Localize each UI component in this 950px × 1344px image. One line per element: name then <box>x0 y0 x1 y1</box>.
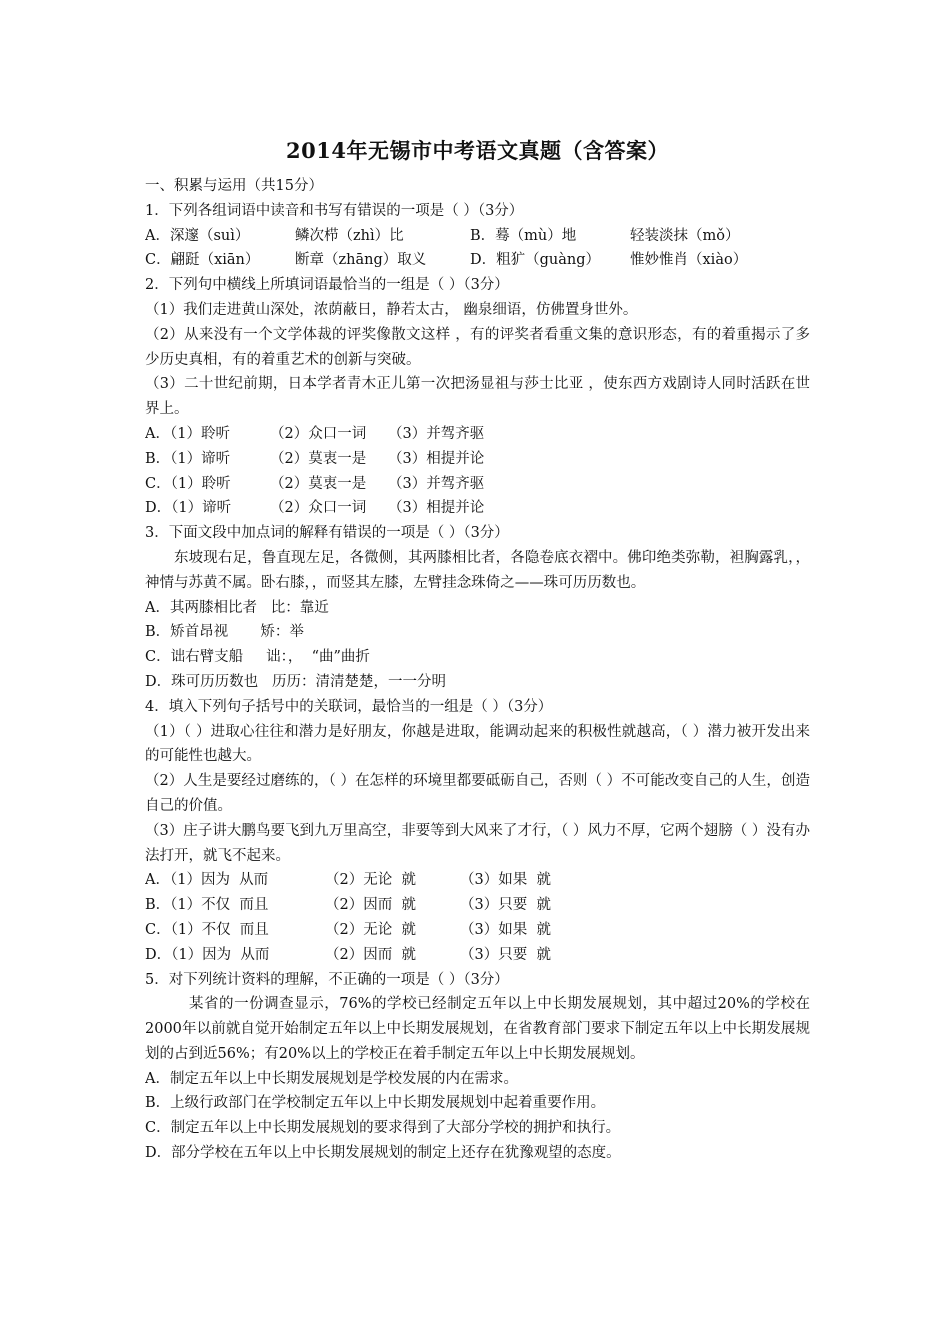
q4-option-a-part1: A．（1）因为 从而 <box>145 872 269 889</box>
q2-option-c <box>145 472 810 497</box>
q1-option-b-item1: B．蓦（mù）地 <box>470 227 577 244</box>
q4-option-a <box>145 868 810 893</box>
q4-option-c-part3: （3）如果 就 <box>460 921 551 938</box>
q2-option-b-part3: （3）相提并论 <box>388 450 485 467</box>
q2-option-d-part2: （2）众口一词 <box>270 500 367 517</box>
q3-option-b: B．矫首昂视 矫：举 <box>145 624 304 641</box>
question-2-sentence-2: （2）从来没有一个文学体裁的评奖像散文这样 ，有的评奖者看重文集的意识形态，有的着重揭示了多少历史真相，有的着重艺术的创新与突破。 <box>145 326 810 368</box>
q4-option-b <box>145 893 810 918</box>
q5-option-d: D．部分学校在五年以上中长期发展规划的制定上还存在犹豫观望的态度。 <box>145 1145 621 1162</box>
question-2-sentence-1: （1）我们走进黄山深处，浓荫蔽日，静若太古， 幽泉细语，仿佛置身世外。 <box>145 301 638 318</box>
q2-option-b <box>145 447 810 472</box>
question-3-stem: 3．下面文段中加点词的解释有错误的一项是（ ）（3分） <box>145 525 509 542</box>
question-4-sentence-3: （3）庄子讲大鹏鸟要飞到九万里高空，非要等到大风来了才行，（ ）风力不厚，它两个翅膀（ ）没有办法打开，就飞不起来。 <box>145 822 810 864</box>
q4-option-d-part3: （3）只要 就 <box>460 946 551 963</box>
q2-option-c-part3: （3）并驾齐驱 <box>388 475 485 492</box>
q4-option-d-part1: D．（1）因为 从而 <box>145 946 270 963</box>
q2-option-d-part3: （3）相提并论 <box>388 500 485 517</box>
q4-option-c <box>145 918 810 943</box>
q1-option-a-item2: 鳞次栉（zhì）比 <box>295 227 404 244</box>
q5-option-c: C．制定五年以上中长期发展规划的要求得到了大部分学校的拥护和执行。 <box>145 1120 621 1137</box>
q1-option-b-item2: 轻装淡抹（mǒ） <box>630 227 740 244</box>
question-4-stem: 4．填入下列句子括号中的关联词，最恰当的一组是（ ）（3分） <box>145 698 553 715</box>
q2-option-c-part2: （2）莫衷一是 <box>270 475 367 492</box>
question-3-passage: 东坡现右足，鲁直现左足，各微侧，其两膝相比者，各隐卷底衣褶中。佛印绝类弥勒，袒胸露乳，，神情与苏黄不属。卧右膝，，而竖其左膝，左臂挂念珠倚之——珠可历历数也。 <box>145 549 810 591</box>
q4-option-d-part2: （2）因而 就 <box>325 946 416 963</box>
q2-option-d-part1: D．（1）谛听 <box>145 500 232 517</box>
document-title: 2014年无锡市中考语文真题（含答案） <box>286 138 669 163</box>
q3-option-d: D．珠可历历数也 历历：清清楚楚，一一分明 <box>145 673 446 690</box>
q4-option-b-part2: （2）因而 就 <box>325 897 416 914</box>
section-heading: 一、积累与运用（共15分） <box>145 178 323 194</box>
q2-option-b-part1: B．（1）谛听 <box>145 450 231 467</box>
question-5-passage: 某省的一份调查显示，76%的学校已经制定五年以上中长期发展规划，其中超过20%的学校在2000年以前就自觉开始制定五年以上中长期发展规划，在省教育部门要求下制定五年以上中长期发展规划的占到近56%；有20%以上的学校正在着手制定五年以上中长期发展规划。 <box>145 996 810 1062</box>
q2-option-a <box>145 422 810 447</box>
q5-option-b: B．上级行政部门在学校制定五年以上中长期发展规划中起着重要作用。 <box>145 1095 606 1112</box>
q4-option-c-part2: （2）无论 就 <box>325 921 416 938</box>
document-page <box>145 136 810 1166</box>
q2-option-c-part1: C．（1）聆听 <box>145 475 231 492</box>
q1-option-d-item1: D．粗犷（guàng） <box>470 252 601 269</box>
q1-option-a-item1: A．深邃（suì） <box>145 227 250 244</box>
q1-option-c-item2: 断章（zhāng）取义 <box>295 252 427 269</box>
q5-option-a: A．制定五年以上中长期发展规划是学校发展的内在需求。 <box>145 1070 518 1087</box>
question-5-stem: 5．对下列统计资料的理解，不正确的一项是（ ）（3分） <box>145 971 509 988</box>
q2-option-a-part3: （3）并驾齐驱 <box>388 425 485 442</box>
q1-option-d-item2: 惟妙惟肖（xiào） <box>630 252 748 269</box>
question-2-sentence-3: （3）二十世纪前期，日本学者青木正儿第一次把汤显祖与莎士比亚 ，使东西方戏剧诗人同时活跃在世界上。 <box>145 376 810 418</box>
q3-option-c: C．诎右臂支船 诎：， “曲”曲折 <box>145 649 370 666</box>
q4-option-a-part3: （3）如果 就 <box>460 872 551 889</box>
question-4-sentence-2: （2）人生是要经过磨练的，（ ）在怎样的环境里都要砥砺自己，否则（ ）不可能改变自己的人生，创造自己的价值。 <box>145 773 810 814</box>
question-4-sentence-1: （1）（ ）进取心往往和潜力是好朋友，你越是进取，能调动起来的积极性就越高，（ ）潜力被开发出来的可能性也越大。 <box>145 723 810 765</box>
question-1-stem: 1．下列各组词语中读音和书写有错误的一项是（ ）（3分） <box>145 202 524 219</box>
question-2-stem: 2．下列句中横线上所填词语最恰当的一组是（ ）（3分） <box>145 277 509 294</box>
q2-option-d <box>145 496 810 521</box>
q4-option-a-part2: （2）无论 就 <box>325 872 416 889</box>
q2-option-a-part2: （2）众口一词 <box>270 425 367 442</box>
q4-option-d <box>145 943 810 968</box>
q2-option-b-part2: （2）莫衷一是 <box>270 450 367 467</box>
q2-option-a-part1: A．（1）聆听 <box>145 425 230 442</box>
question-1-row-cd <box>145 248 810 273</box>
q4-option-c-part1: C．（1）不仅 而且 <box>145 921 269 938</box>
q4-option-b-part1: B．（1）不仅 而且 <box>145 897 269 914</box>
q3-option-a: A．其两膝相比者 比：靠近 <box>145 599 329 616</box>
q1-option-c-item1: C．翩跹（xiān） <box>145 252 260 269</box>
q4-option-b-part3: （3）只要 就 <box>460 897 551 914</box>
question-1-row-ab <box>145 224 810 249</box>
